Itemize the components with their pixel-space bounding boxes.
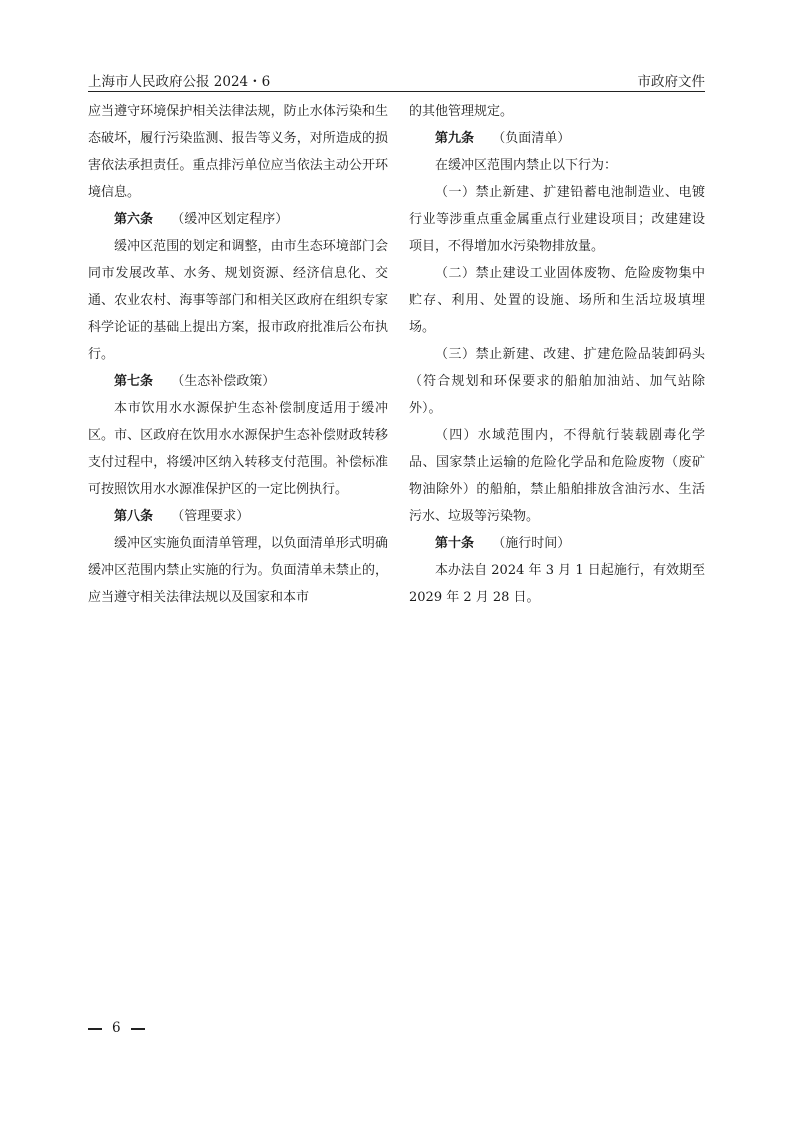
paragraph: 本市饮用水水源保护生态补偿制度适用于缓冲区。市、区政府在饮用水水源保护生态补偿财政转移支付过程中，将缓冲区纳入转移支付范围。补偿标准可按照饮用水水源准保护区的一定比例执行。: [88, 401, 388, 497]
header-rule: [88, 91, 705, 92]
list-item: （一）禁止新建、扩建铅蓄电池制造业、电镀行业等涉重点重金属重点行业建设项目；改建建设项目，不得增加水污染物排放量。: [409, 185, 705, 254]
footer-dash-right: [131, 1028, 145, 1030]
page-footer: [88, 1020, 145, 1036]
right-column: [409, 98, 705, 611]
article-title: （施行时间）: [492, 536, 571, 551]
left-column: [88, 98, 388, 611]
article-heading: [88, 206, 388, 233]
article-title: （管理要求）: [171, 509, 250, 524]
paragraph: 在缓冲区范围内禁止以下行为：: [435, 158, 618, 173]
paragraph: 本办法自 2024 年 3 月 1 日起施行，有效期至 2029 年 2 月 28 日。: [409, 563, 705, 605]
article-heading: [88, 503, 388, 530]
continued-paragraph: 的其他管理规定。: [409, 104, 514, 119]
page-header: [88, 64, 705, 90]
article-heading: [88, 368, 388, 395]
paragraph: 缓冲区实施负面清单管理，以负面清单形式明确缓冲区范围内禁止实施的行为。负面清单未禁止的，应当遵守相关法律法规以及国家和本市: [88, 536, 388, 605]
article-title: （生态补偿政策）: [171, 374, 276, 389]
article-label: 第九条: [435, 131, 475, 146]
header-publication-title: 上海市人民政府公报 2024・6: [88, 74, 271, 90]
footer-dash-left: [88, 1028, 102, 1030]
page-number: 6: [112, 1020, 121, 1036]
list-item: （二）禁止建设工业固体废物、危险废物集中贮存、利用、处置的设施、场所和生活垃圾填埋场。: [409, 266, 705, 335]
article-title: （缓冲区划定程序）: [171, 212, 289, 227]
header-section-title: 市政府文件: [637, 74, 705, 90]
paragraph: 缓冲区范围的划定和调整，由市生态环境部门会同市发展改革、水务、规划资源、经济信息化、交通、农业农村、海事等部门和相关区政府在组织专家科学论证的基础上提出方案，报市政府批准后公布执行。: [88, 239, 388, 362]
article-heading: [409, 125, 705, 152]
continued-paragraph: 应当遵守环境保护相关法律法规，防止水体污染和生态破坏，履行污染监测、报告等义务，对所造成的损害依法承担责任。重点排污单位应当依法主动公开环境信息。: [88, 104, 388, 200]
list-item: （三）禁止新建、改建、扩建危险品装卸码头（符合规划和环保要求的船舶加油站、加气站除外）。: [409, 347, 705, 416]
article-label: 第七条: [114, 374, 154, 389]
article-heading: [409, 530, 705, 557]
list-item: （四）水域范围内，不得航行装载剧毒化学品、国家禁止运输的危险化学品和危险废物（废矿物油除外）的船舶，禁止船舶排放含油污水、生活污水、垃圾等污染物。: [409, 428, 705, 524]
article-label: 第十条: [435, 536, 475, 551]
article-label: 第六条: [114, 212, 154, 227]
article-label: 第八条: [114, 509, 154, 524]
article-title: （负面清单）: [492, 131, 571, 146]
